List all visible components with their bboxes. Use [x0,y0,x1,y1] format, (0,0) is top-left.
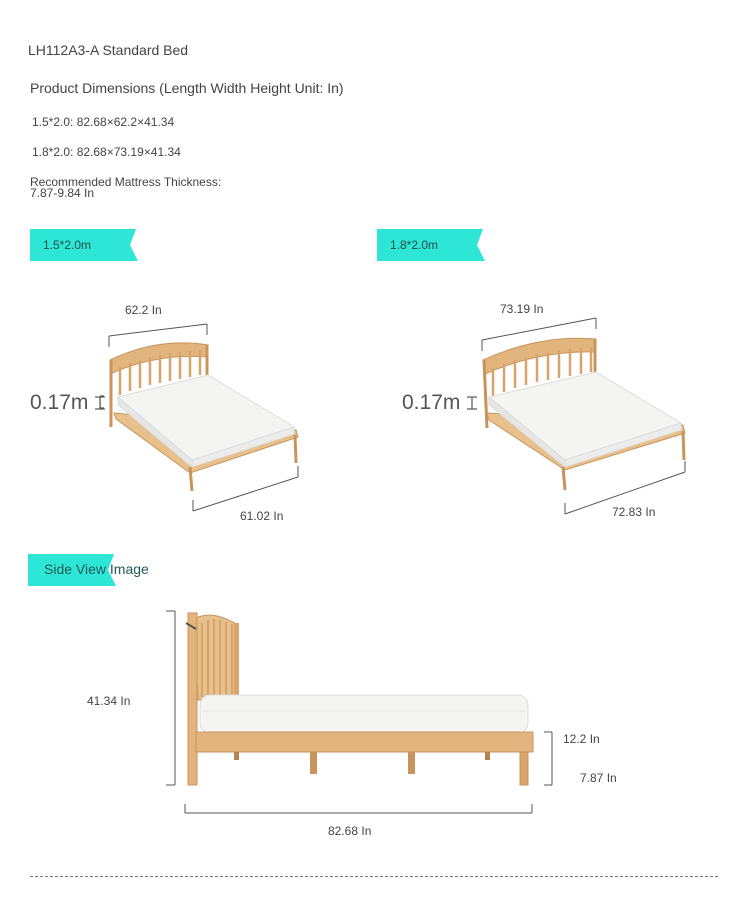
frame-height-label: 12.2 In [563,732,600,746]
length-label: 61.02 In [240,509,284,523]
mattress-thickness-value: 7.87-9.84 In [30,186,95,200]
spec-line: 1.8*2.0: 82.68×73.19×41.34 [32,145,181,159]
height-label: 41.34 In [87,694,131,708]
side-view-illustration [160,605,560,820]
clearance-label: 0.17m [30,391,89,414]
leg-height-label: 7.87 In [580,771,617,785]
size-tag-1-5 [30,229,138,261]
section-divider [30,876,718,877]
size-tag-label: 1.5*2.0m [43,238,92,252]
size-tag-label: 1.8*2.0m [390,238,439,252]
width-label: 62.2 In [125,303,162,317]
bed-illustration-left [100,315,310,515]
side-view-tag-label: Side View Image [44,561,149,577]
bed-illustration-right [475,310,695,515]
clearance-marker [466,396,478,410]
mattress-thickness-label: Recommended Mattress Thickness: [30,175,222,189]
product-title: LH112A3-A Standard Bed [28,42,189,58]
spec-line: 1.5*2.0: 82.68×62.2×41.34 [32,115,175,129]
dimensions-heading: Product Dimensions (Length Width Height Unit: In) [30,80,344,96]
length-label: 82.68 In [328,824,372,838]
side-view-tag [28,554,158,586]
size-tag-1-8 [377,229,485,261]
clearance-marker [94,396,106,410]
width-label: 73.19 In [500,302,544,316]
length-label: 72.83 In [612,505,656,519]
mattress-thickness [30,177,221,199]
clearance-label: 0.17m [402,391,461,414]
